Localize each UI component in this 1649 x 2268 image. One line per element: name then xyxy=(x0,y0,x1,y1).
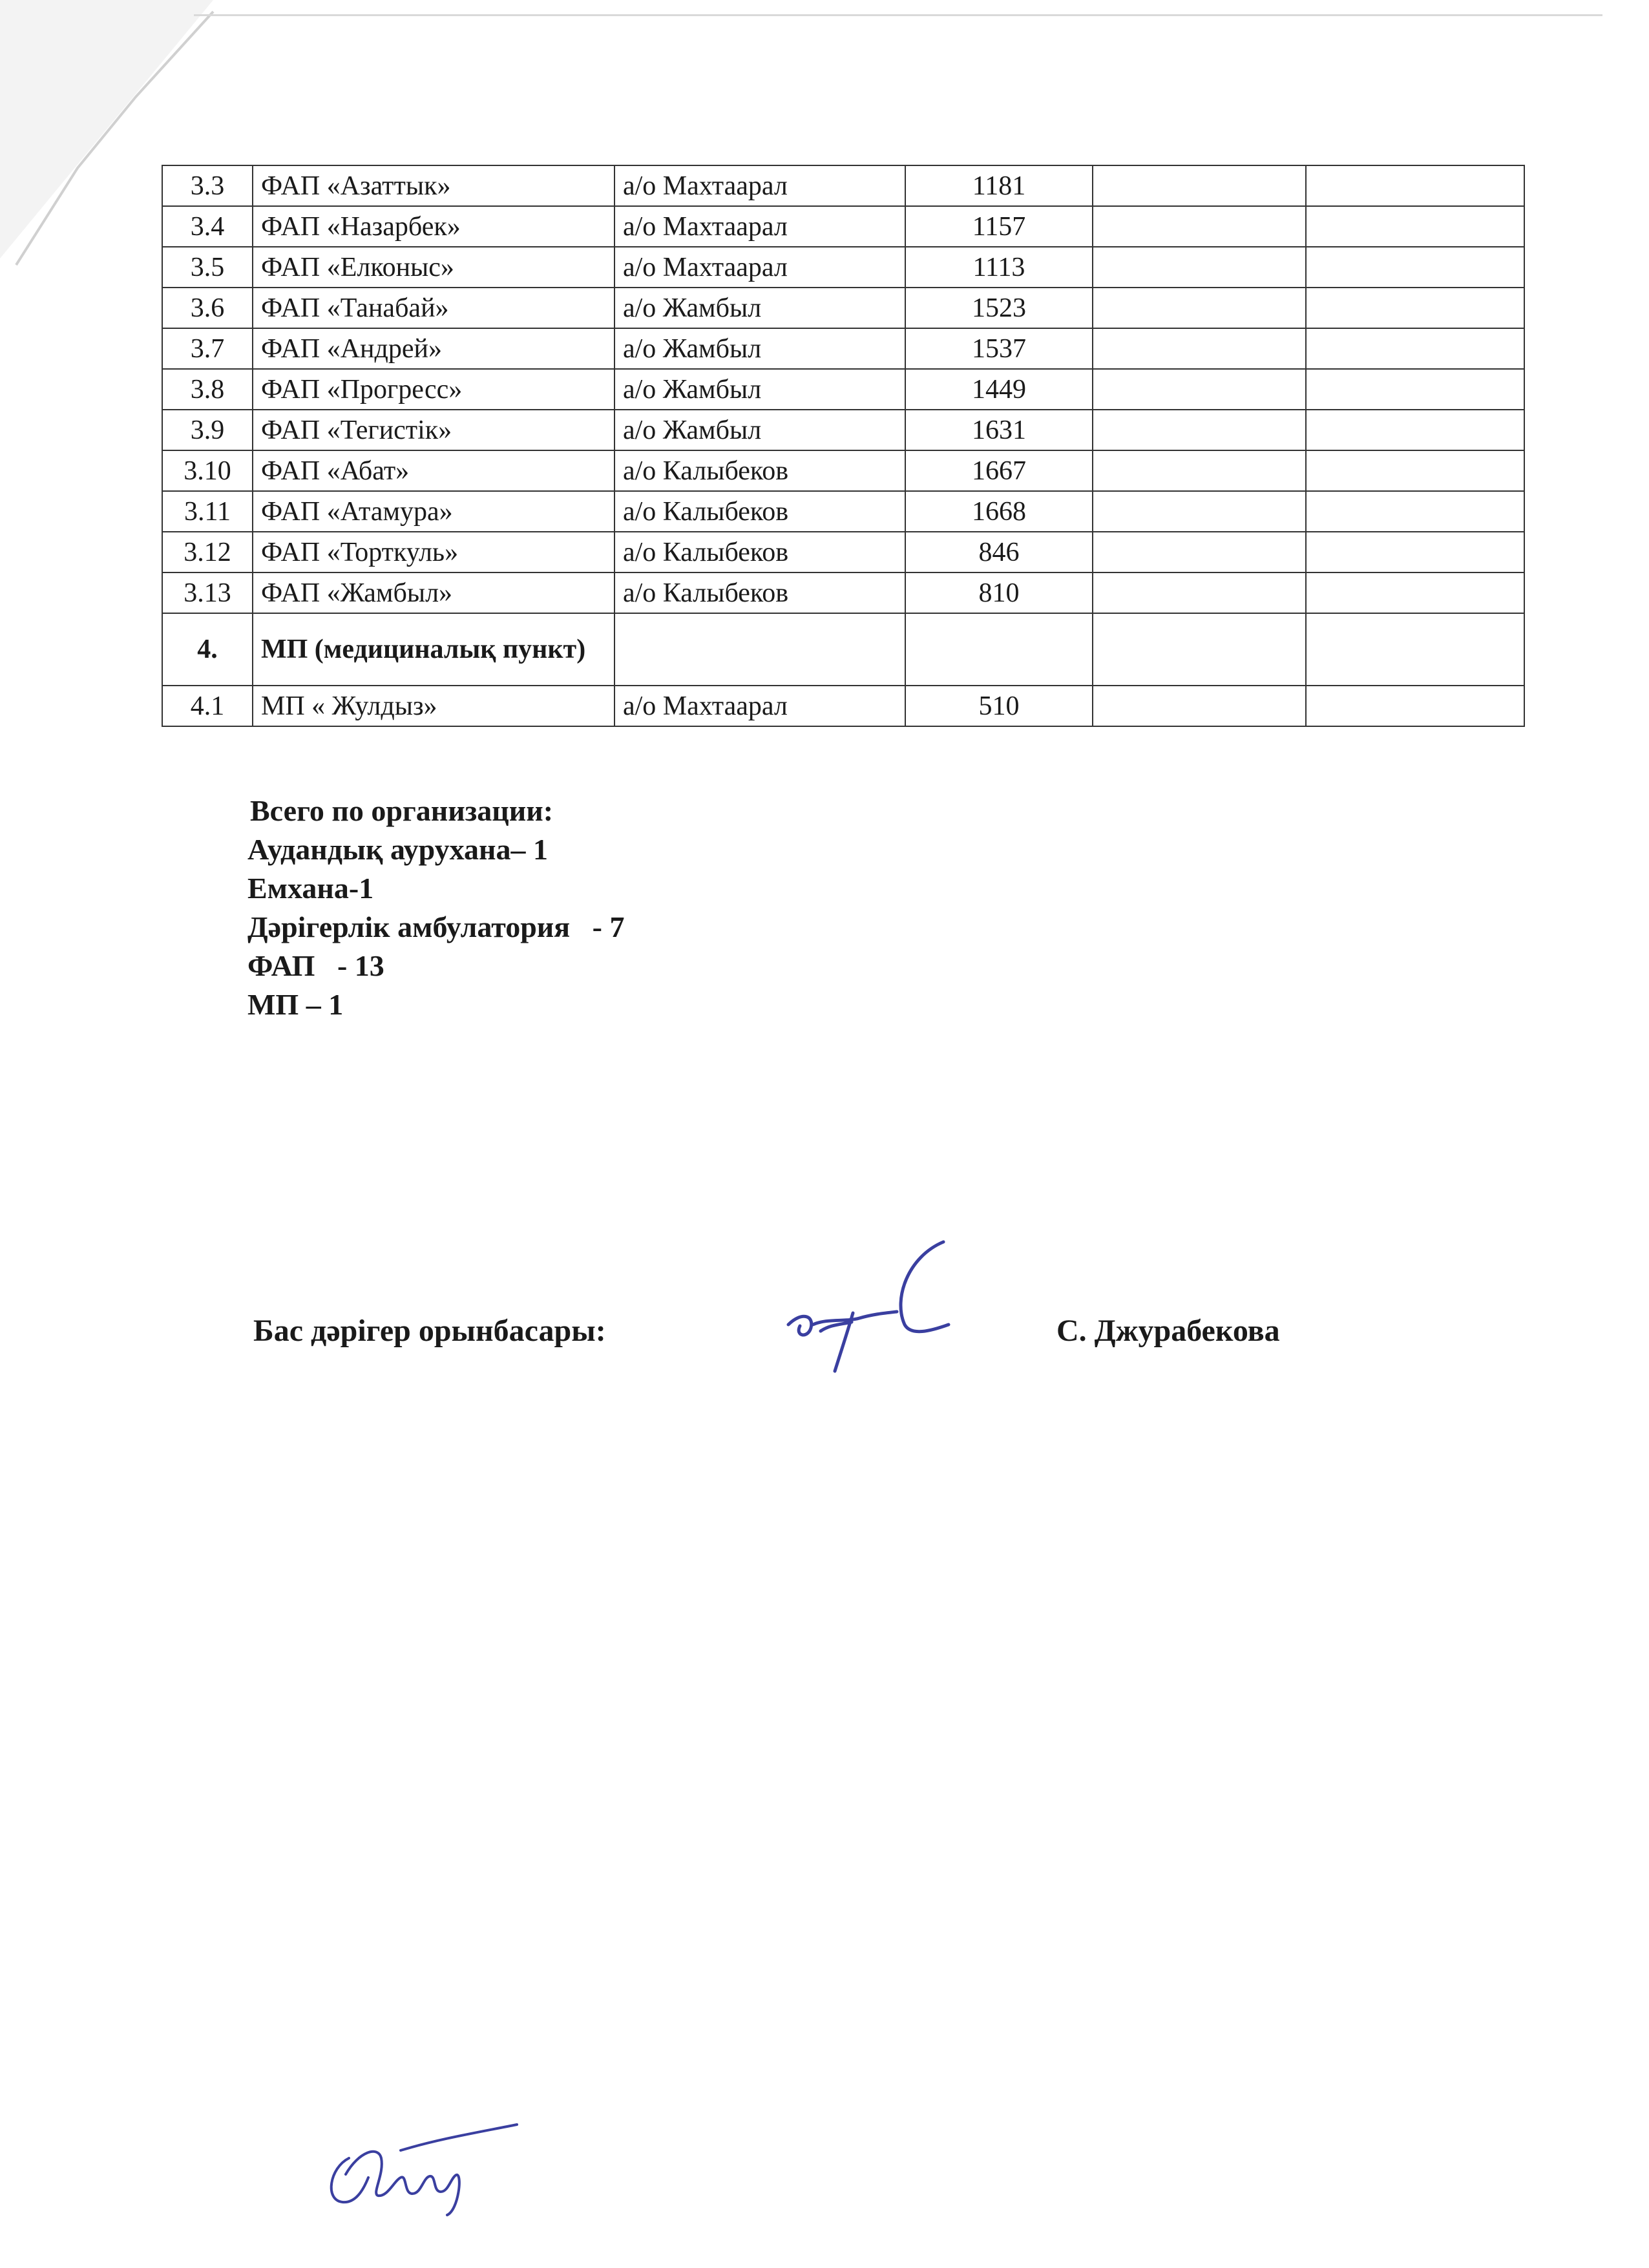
facility-name: ФАП «Назарбек» xyxy=(253,206,614,247)
table-row xyxy=(162,369,1524,410)
empty-cell xyxy=(1306,165,1524,206)
empty-cell xyxy=(1093,450,1306,491)
empty-cell xyxy=(1306,450,1524,491)
empty-cell xyxy=(1306,247,1524,288)
empty-cell xyxy=(905,613,1093,686)
handwritten-signature xyxy=(775,1228,969,1383)
table-row xyxy=(162,410,1524,450)
empty-cell xyxy=(1093,491,1306,532)
facility-address: а/о Махтаарал xyxy=(614,165,905,206)
facility-name: ФАП «Жамбыл» xyxy=(253,572,614,613)
facility-name: ФАП «Торткуль» xyxy=(253,532,614,572)
facility-address: а/о Жамбыл xyxy=(614,369,905,410)
row-number: 3.13 xyxy=(162,572,253,613)
facility-address: а/о Калыбеков xyxy=(614,532,905,572)
row-number: 3.4 xyxy=(162,206,253,247)
population-value: 1667 xyxy=(905,450,1093,491)
row-number: 3.11 xyxy=(162,491,253,532)
facility-name: МП « Жулдыз» xyxy=(253,686,614,726)
empty-cell xyxy=(1093,206,1306,247)
population-value: 1631 xyxy=(905,410,1093,450)
facility-address: а/о Жамбыл xyxy=(614,328,905,369)
table-row xyxy=(162,328,1524,369)
row-number: 3.12 xyxy=(162,532,253,572)
empty-cell xyxy=(1306,328,1524,369)
facility-address: а/о Махтаарал xyxy=(614,686,905,726)
row-number: 3.7 xyxy=(162,328,253,369)
empty-cell xyxy=(1093,410,1306,450)
empty-cell xyxy=(1093,165,1306,206)
facility-table xyxy=(162,165,1525,727)
summary-line: ФАП - 13 xyxy=(247,949,384,982)
section-title: МП (медициналық пункт) xyxy=(253,613,614,686)
empty-cell xyxy=(1093,532,1306,572)
facility-name: ФАП «Елконыс» xyxy=(253,247,614,288)
facility-address: а/о Махтаарал xyxy=(614,247,905,288)
empty-cell xyxy=(1306,572,1524,613)
summary-heading: Всего по организации: xyxy=(250,794,554,827)
empty-cell xyxy=(614,613,905,686)
table-row xyxy=(162,686,1524,726)
table-row xyxy=(162,288,1524,328)
section-number: 4. xyxy=(162,613,253,686)
empty-cell xyxy=(1093,247,1306,288)
population-value: 1537 xyxy=(905,328,1093,369)
facility-address: а/о Жамбыл xyxy=(614,288,905,328)
table-row xyxy=(162,572,1524,613)
table-row xyxy=(162,206,1524,247)
facility-name: ФАП «Азаттык» xyxy=(253,165,614,206)
empty-cell xyxy=(1306,491,1524,532)
facility-address: а/о Калыбеков xyxy=(614,572,905,613)
facility-address: а/о Калыбеков xyxy=(614,450,905,491)
table-row xyxy=(162,532,1524,572)
signatory-name: С. Джурабекова xyxy=(1056,1314,1280,1348)
handwritten-initials xyxy=(310,2113,523,2216)
empty-cell xyxy=(1093,328,1306,369)
empty-cell xyxy=(1306,410,1524,450)
row-number: 3.10 xyxy=(162,450,253,491)
facility-name: ФАП «Танабай» xyxy=(253,288,614,328)
row-number: 3.9 xyxy=(162,410,253,450)
row-number: 3.3 xyxy=(162,165,253,206)
summary-line: Дәрігерлік амбулатория - 7 xyxy=(247,910,625,943)
population-value: 846 xyxy=(905,532,1093,572)
empty-cell xyxy=(1093,572,1306,613)
table-row xyxy=(162,247,1524,288)
summary-line: МП – 1 xyxy=(247,988,344,1021)
facility-name: ФАП «Прогресс» xyxy=(253,369,614,410)
population-value: 1668 xyxy=(905,491,1093,532)
population-value: 1523 xyxy=(905,288,1093,328)
organization-summary xyxy=(247,792,625,1024)
empty-cell xyxy=(1093,288,1306,328)
empty-cell xyxy=(1306,288,1524,328)
facility-name: ФАП «Андрей» xyxy=(253,328,614,369)
summary-line: Емхана-1 xyxy=(247,872,374,905)
empty-cell xyxy=(1306,206,1524,247)
empty-cell xyxy=(1306,686,1524,726)
facility-name: ФАП «Атамура» xyxy=(253,491,614,532)
row-number: 3.8 xyxy=(162,369,253,410)
population-value: 1449 xyxy=(905,369,1093,410)
row-number: 4.1 xyxy=(162,686,253,726)
population-value: 510 xyxy=(905,686,1093,726)
empty-cell xyxy=(1306,532,1524,572)
facility-address: а/о Калыбеков xyxy=(614,491,905,532)
scan-page-edge xyxy=(194,14,1602,16)
empty-cell xyxy=(1093,369,1306,410)
table-row xyxy=(162,165,1524,206)
facility-address: а/о Жамбыл xyxy=(614,410,905,450)
table-section-row xyxy=(162,613,1524,686)
population-value: 1157 xyxy=(905,206,1093,247)
empty-cell xyxy=(1306,369,1524,410)
facility-name: ФАП «Абат» xyxy=(253,450,614,491)
table-row xyxy=(162,491,1524,532)
facility-name: ФАП «Тегистік» xyxy=(253,410,614,450)
empty-cell xyxy=(1093,613,1306,686)
table-row xyxy=(162,450,1524,491)
population-value: 1113 xyxy=(905,247,1093,288)
facility-address: а/о Махтаарал xyxy=(614,206,905,247)
population-value: 810 xyxy=(905,572,1093,613)
population-value: 1181 xyxy=(905,165,1093,206)
empty-cell xyxy=(1093,686,1306,726)
signatory-title: Бас дәрігер орынбасары: xyxy=(253,1314,606,1348)
empty-cell xyxy=(1306,613,1524,686)
summary-line: Аудандық аурухана– 1 xyxy=(247,833,549,866)
row-number: 3.5 xyxy=(162,247,253,288)
row-number: 3.6 xyxy=(162,288,253,328)
